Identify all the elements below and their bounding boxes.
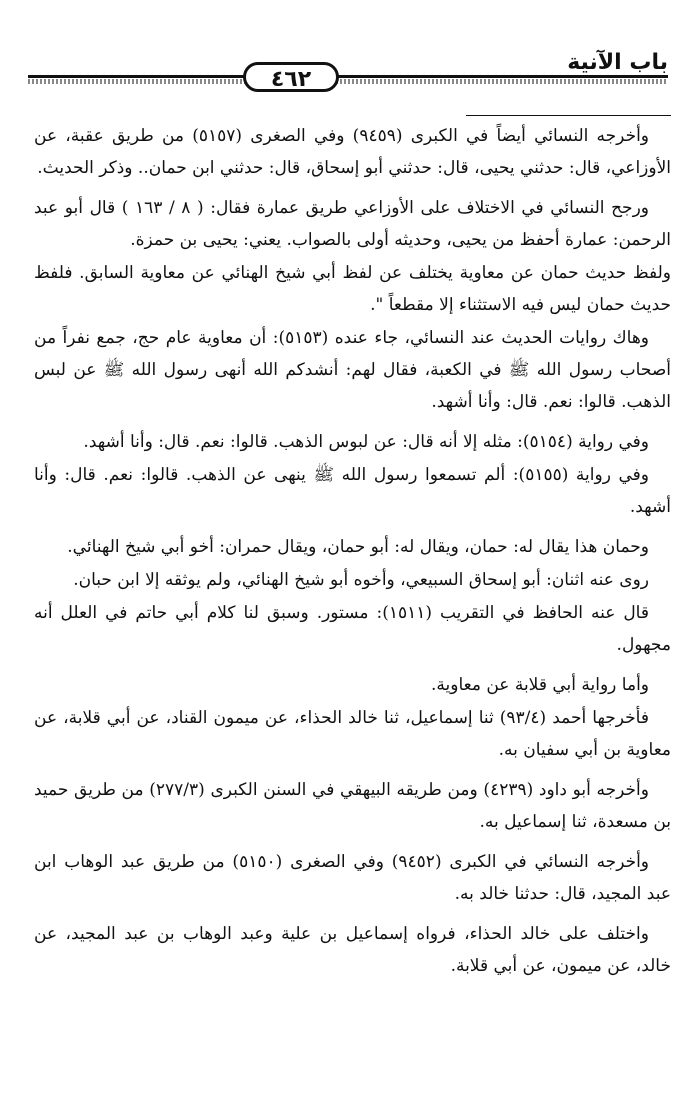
paragraph: قال عنه الحافظ في التقريب (١٥١١): مستور. وسبق لنا كلام أبي حاتم في العلل أنه مجهول. [34,603,671,655]
paragraph: وأخرجه النسائي في الكبرى (٩٤٥٢) وفي الصغرى (٥١٥٠) من طريق عبد الوهاب ابن عبد المجيد، قال: حدثنا خالد به. [34,852,671,904]
paragraph: وفي رواية (٥١٥٥): ألم تسمعوا رسول الله ﷺ ينهى عن الذهب. قالوا: نعم. قال: وأنا أشهد. [34,465,671,517]
chapter-title: باب الآنية [567,50,668,75]
paragraph: وأخرجه أبو داود (٤٢٣٩) ومن طريقه البيهقي في السنن الكبرى (٢٧٧/٣) من طريق حميد بن مسعدة، ثنا إسماعيل به. [34,780,671,832]
paragraph: وأخرجه النسائي أيضاً في الكبرى (٩٤٥٩) وفي الصغرى (٥١٥٧) من طريق عقبة، عن الأوزاعي، قال: حدثني يحيى، قال: حدثني أبو إسحاق، قال: حدثني ابن حمان.. وذكر الحديث. [34,126,671,178]
paragraph: وفي رواية (٥١٥٤): مثله إلا أنه قال: عن لبوس الذهب. قالوا: نعم. قال: وأنا أشهد. [83,432,649,452]
section-rule [466,115,671,116]
paragraph: ورجح النسائي في الاختلاف على الأوزاعي طريق عمارة فقال: ( ٨ / ١٦٣ ) قال أبو عبد الرحمن: عمارة أحفظ من يحيى، وحديثه أولى بالصواب. يعني: يحيى بن حمزة. [34,198,671,250]
page-number: ٤٦٢ [243,62,339,92]
paragraph: روى عنه اثنان: أبو إسحاق السبيعي، وأخوه أبو شيخ الهنائي، ولم يوثقه إلا ابن حبان. [73,570,649,590]
header-rule-hatch [28,79,668,84]
paragraph: واختلف على خالد الحذاء، فرواه إسماعيل بن علية وعبد الوهاب بن عبد المجيد، عن خالد، عن ميمون، عن أبي قلابة. [34,924,671,976]
main-text [34,120,671,990]
paragraph: وهاك روايات الحديث عند النسائي، جاء عنده (٥١٥٣): أن معاوية عام حج، جمع نفراً من أصحاب رسول الله ﷺ في الكعبة، فقال لهم: أنشدكم الله أنهى رسول الله ﷺ عن لبس الذهب. قالوا: نعم. قال: وأنا أشهد. [34,328,671,412]
paragraph: وحمان هذا يقال له: حمان، ويقال له: أبو حمان، ويقال حمران: أخو أبي شيخ الهنائي. [67,537,649,557]
paragraph: ولفظ حديث حمان عن معاوية يختلف عن لفظ أبي شيخ الهنائي عن معاوية السابق. فلفظ حديث حمان ليس فيه الاستثناء إلا مقطعاً ". [34,263,671,315]
paragraph: وأما رواية أبي قلابة عن معاوية. [431,675,649,695]
page-header [28,48,668,98]
paragraph: فأخرجها أحمد (٩٣/٤) ثنا إسماعيل، ثنا خالد الحذاء، عن ميمون القناد، عن أبي قلابة، عن معاوية بن أبي سفيان به. [34,708,671,760]
